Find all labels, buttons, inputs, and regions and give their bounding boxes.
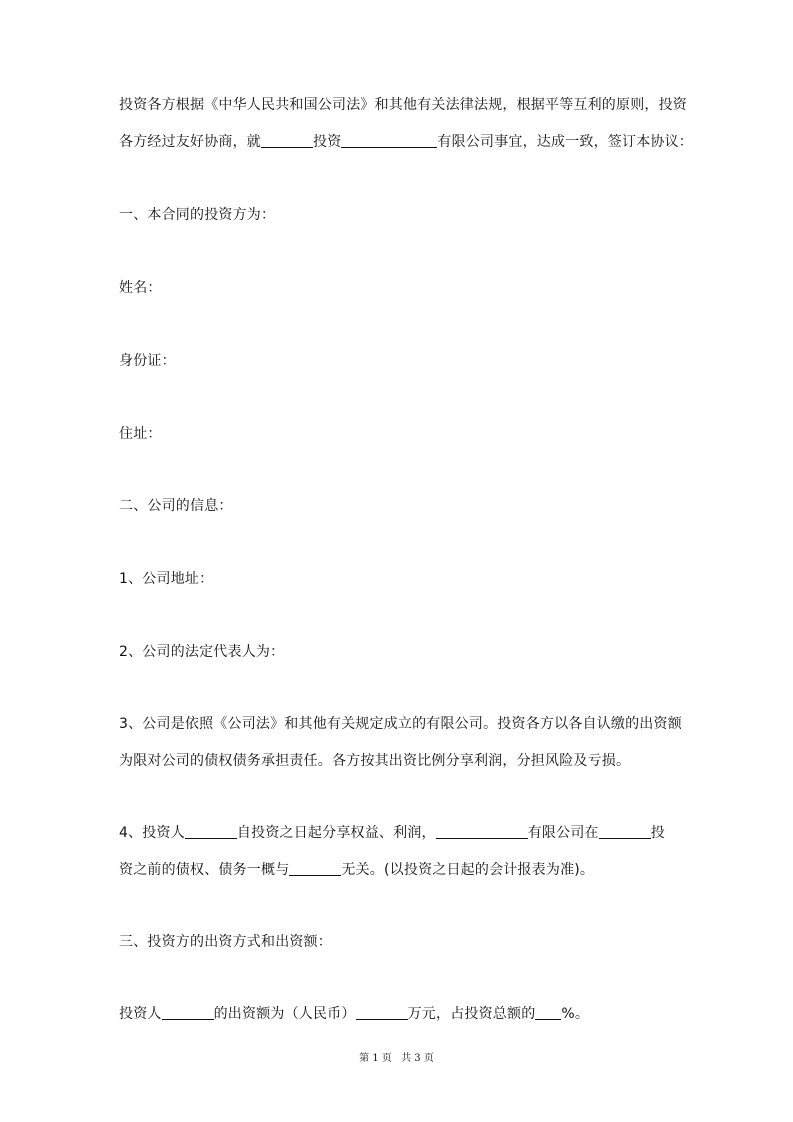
intro-text-2b: 投资 xyxy=(313,134,342,150)
company-address-item: 1、公司地址： xyxy=(119,571,214,587)
blank-field[interactable] xyxy=(599,824,651,839)
section-3-heading: 三、投资方的出资方式和出资额： xyxy=(119,934,332,950)
page-total: 共 3 页 xyxy=(401,1053,434,1064)
section3-text-c: 万元，占投资总额的 xyxy=(407,1006,536,1022)
legal-representative-item: 2、公司的法定代表人为： xyxy=(119,644,285,660)
intro-text-2a: 各方经过友好协商，就 xyxy=(119,134,261,150)
item4-text-c: 有限公司在 xyxy=(527,825,599,841)
item4-text-e: 资之前的债权、债务一概与 xyxy=(119,862,290,878)
item4-text-d: 投 xyxy=(650,825,665,841)
blank-field[interactable] xyxy=(535,1005,561,1020)
investor-rights-line-1 xyxy=(119,824,665,842)
item4-text-b: 自投资之日起分享权益、利润， xyxy=(236,825,436,841)
section-2-heading: 二、公司的信息： xyxy=(119,498,233,514)
company-liability-line-1: 3、公司是依照《公司法》和其他有关规定成立的有限公司。投资各方以各自认缴的出资额 xyxy=(119,716,682,732)
investor-rights-line-2 xyxy=(119,861,594,879)
id-label: 身份证： xyxy=(119,353,176,369)
intro-text-1: 投资各方根据《中华人民共和国公司法》和其他有关法律法规，根据平等互利的原则，投资 xyxy=(119,97,687,113)
item4-text-a: 4、投资人 xyxy=(119,825,185,841)
item4-text-f: 无关。(以投资之日起的会计报表为准)。 xyxy=(341,862,595,878)
investment-amount-line xyxy=(119,1005,589,1023)
section3-text-a: 投资人 xyxy=(119,1006,162,1022)
section3-text-b: 的出资额为（人民币） xyxy=(213,1006,356,1022)
page-number: 第 1 页 xyxy=(359,1053,392,1064)
name-label: 姓名： xyxy=(119,280,162,296)
address-label: 住址： xyxy=(119,426,162,442)
blank-field[interactable] xyxy=(436,824,528,839)
company-liability-line-2: 为限对公司的债权债务承担责任。各方按其出资比例分享利润，分担风险及亏损。 xyxy=(119,753,631,769)
blank-field[interactable] xyxy=(356,1005,408,1020)
blank-field[interactable] xyxy=(289,861,341,876)
blank-field[interactable] xyxy=(261,133,313,148)
intro-line-1 xyxy=(119,96,687,114)
blank-field[interactable] xyxy=(162,1005,214,1020)
page-footer xyxy=(0,1053,793,1065)
section-1-heading: 一、本合同的投资方为： xyxy=(119,207,276,223)
intro-line-2 xyxy=(119,133,693,151)
intro-text-2c: 有限公司事宜，达成一致，签订本协议： xyxy=(437,134,694,150)
section3-text-d: %。 xyxy=(561,1006,590,1022)
blank-field[interactable] xyxy=(341,133,437,148)
blank-field[interactable] xyxy=(185,824,237,839)
